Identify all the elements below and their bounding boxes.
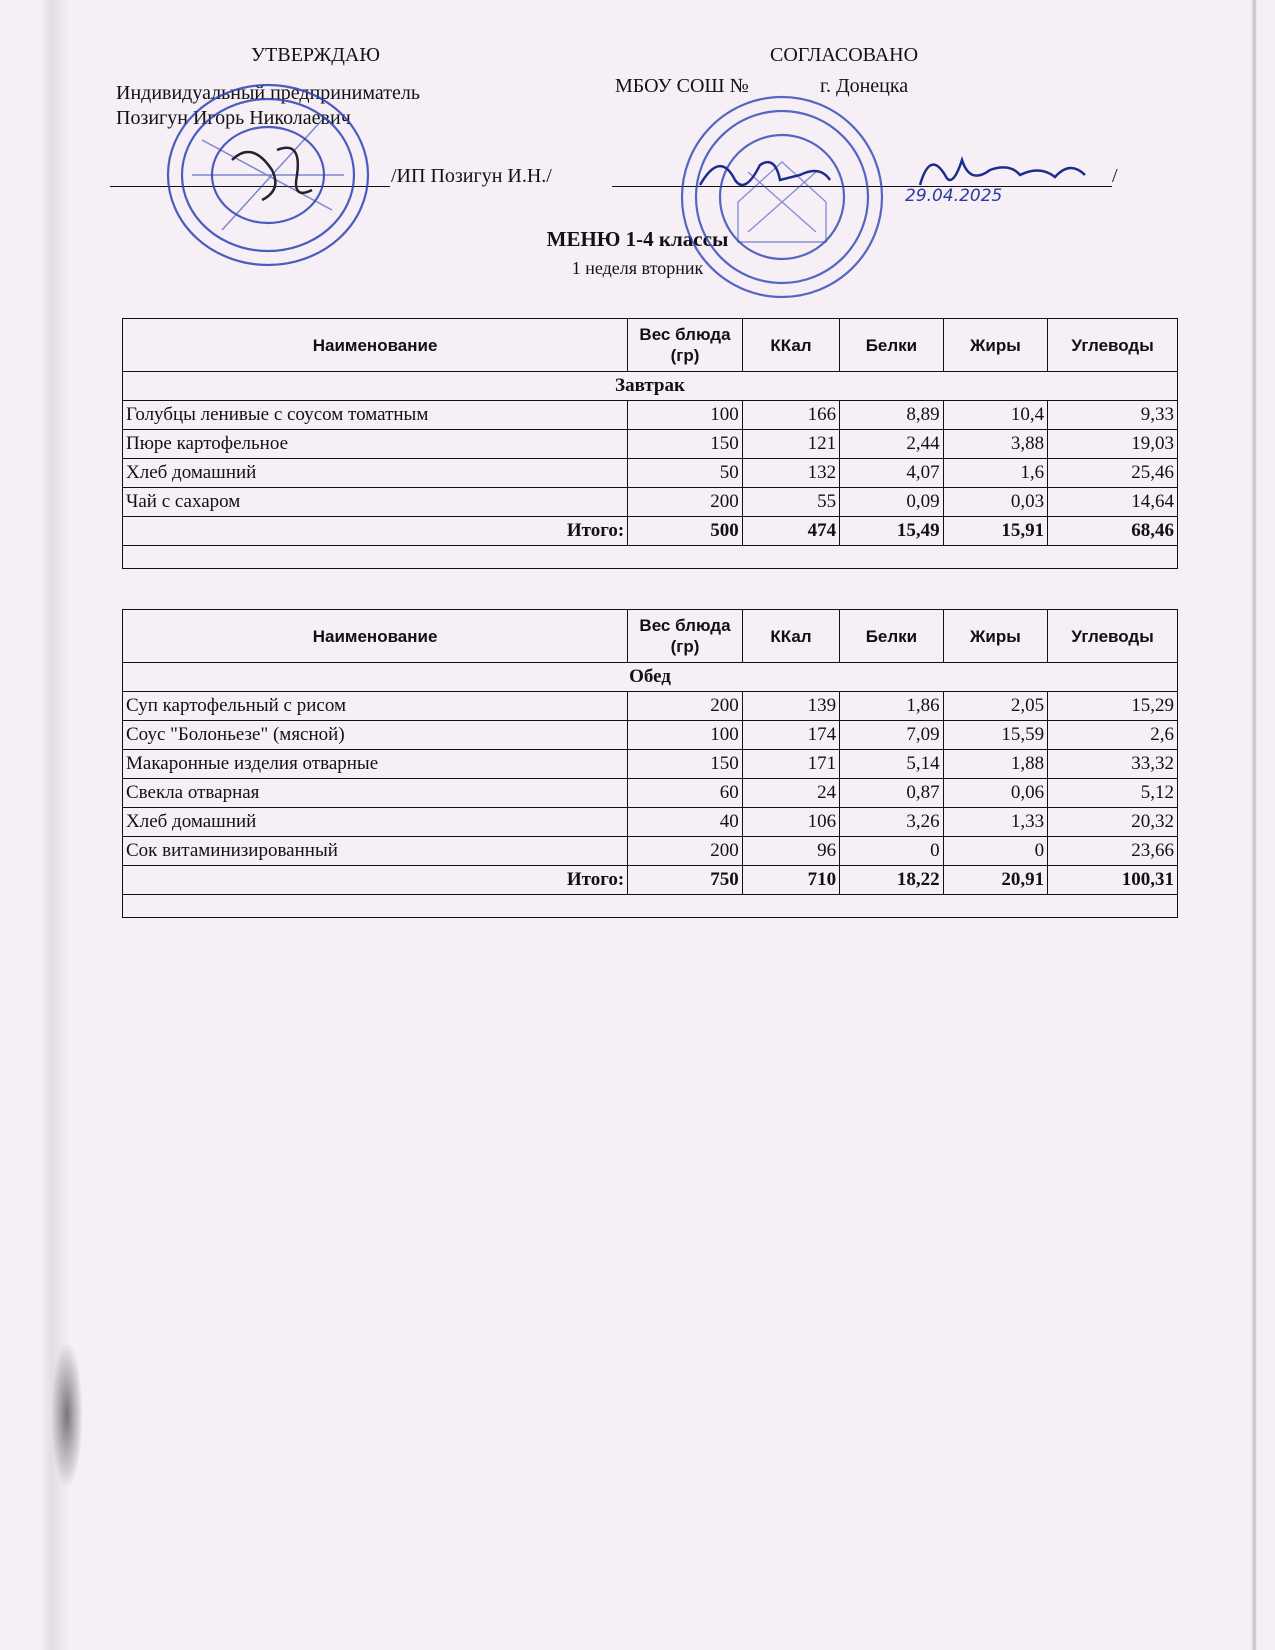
dish-weight: 150 [628,430,743,459]
dish-name: Чай с сахаром [123,488,628,517]
agreed-handwritten-signature [690,145,1110,205]
dish-fat: 0,06 [943,779,1047,808]
dish-weight: 200 [628,837,743,866]
menu-subtitle: 1 неделя вторник [571,258,704,278]
dish-kcal: 132 [742,459,839,488]
col-carbs-header: Углеводы [1048,610,1178,663]
dish-fat: 10,4 [943,401,1047,430]
entrepreneur-seal-stamp [162,80,374,270]
approver-sign-label: /ИП Позигун И.Н./ [391,165,552,187]
total-carbs: 100,31 [1048,866,1178,895]
dish-fat: 1,88 [943,750,1047,779]
col-protein-header: Белки [840,610,943,663]
table-row [123,808,1178,837]
total-row [123,517,1178,546]
dish-protein: 2,44 [840,430,943,459]
dish-kcal: 24 [742,779,839,808]
section-row [123,663,1178,692]
approver-name: Позигун Игорь Николаевич [116,107,351,129]
total-kcal: 710 [742,866,839,895]
dish-kcal: 171 [742,750,839,779]
dish-protein: 7,09 [840,721,943,750]
dish-carbs: 5,12 [1048,779,1178,808]
dish-carbs: 33,32 [1048,750,1178,779]
total-kcal: 474 [742,517,839,546]
dish-fat: 15,59 [943,721,1047,750]
col-kcal-header: ККал [742,319,839,372]
agreed-heading: СОГЛАСОВАНО [770,44,919,66]
section-row [123,372,1178,401]
dish-weight: 100 [628,721,743,750]
table-row [123,750,1178,779]
dish-protein: 5,14 [840,750,943,779]
dish-name: Свекла отварная [123,779,628,808]
table-row [123,459,1178,488]
dish-carbs: 15,29 [1048,692,1178,721]
section-lunch: Обед [123,663,1178,692]
dish-protein: 0 [840,837,943,866]
dish-protein: 3,26 [840,808,943,837]
table-row [123,837,1178,866]
dish-kcal: 174 [742,721,839,750]
agreed-handwritten-date: 29.04.2025 [905,186,1003,206]
dish-carbs: 25,46 [1048,459,1178,488]
dish-name: Сок витаминизированный [123,837,628,866]
dish-carbs: 14,64 [1048,488,1178,517]
empty-row [123,546,1178,569]
breakfast-table [122,318,1178,569]
table-row [123,692,1178,721]
col-protein-header: Белки [840,319,943,372]
agreed-org: МБОУ СОШ № [615,75,749,97]
dish-name: Голубцы ленивые с соусом томатным [123,401,628,430]
total-label: Итого: [123,866,628,895]
dish-weight: 60 [628,779,743,808]
dish-kcal: 55 [742,488,839,517]
dish-fat: 3,88 [943,430,1047,459]
dish-protein: 1,86 [840,692,943,721]
dish-protein: 0,09 [840,488,943,517]
col-fat-header: Жиры [943,610,1047,663]
total-fat: 15,91 [943,517,1047,546]
dish-weight: 50 [628,459,743,488]
table-row [123,430,1178,459]
lunch-table [122,609,1178,918]
col-carbs-header: Углеводы [1048,319,1178,372]
agreed-city: г. Донецка [820,75,909,97]
dish-name: Пюре картофельное [123,430,628,459]
dish-weight: 100 [628,401,743,430]
dish-carbs: 20,32 [1048,808,1178,837]
header-row [123,610,1178,663]
menu-title: МЕНЮ 1-4 классы [546,227,729,251]
scan-smudge [52,1345,82,1485]
dish-carbs: 23,66 [1048,837,1178,866]
total-weight: 750 [628,866,743,895]
dish-fat: 0 [943,837,1047,866]
table-row [123,401,1178,430]
dish-kcal: 121 [742,430,839,459]
dish-name: Хлеб домашний [123,459,628,488]
table-row [123,721,1178,750]
dish-kcal: 139 [742,692,839,721]
dish-name: Хлеб домашний [123,808,628,837]
dish-kcal: 96 [742,837,839,866]
agreed-sign-tail: / [1112,165,1118,187]
table-row [123,488,1178,517]
col-weight-header: Вес блюда (гр) [628,610,743,663]
dish-carbs: 19,03 [1048,430,1178,459]
col-name-header: Наименование [123,610,628,663]
total-fat: 20,91 [943,866,1047,895]
total-carbs: 68,46 [1048,517,1178,546]
empty-cell [123,895,1178,918]
dish-carbs: 9,33 [1048,401,1178,430]
dish-kcal: 166 [742,401,839,430]
approver-role: Индивидуальный предприниматель [116,82,420,104]
dish-weight: 40 [628,808,743,837]
dish-protein: 0,87 [840,779,943,808]
empty-cell [123,546,1178,569]
header-row [123,319,1178,372]
col-name-header: Наименование [123,319,628,372]
col-fat-header: Жиры [943,319,1047,372]
empty-row [123,895,1178,918]
dish-fat: 1,6 [943,459,1047,488]
total-weight: 500 [628,517,743,546]
dish-fat: 1,33 [943,808,1047,837]
dish-weight: 150 [628,750,743,779]
total-protein: 18,22 [840,866,943,895]
dish-name: Макаронные изделия отварные [123,750,628,779]
dish-protein: 4,07 [840,459,943,488]
dish-fat: 0,03 [943,488,1047,517]
total-protein: 15,49 [840,517,943,546]
dish-kcal: 106 [742,808,839,837]
dish-weight: 200 [628,692,743,721]
dish-fat: 2,05 [943,692,1047,721]
col-kcal-header: ККал [742,610,839,663]
dish-weight: 200 [628,488,743,517]
dish-carbs: 2,6 [1048,721,1178,750]
dish-protein: 8,89 [840,401,943,430]
approve-heading: УТВЕРЖДАЮ [251,44,380,66]
total-row [123,866,1178,895]
total-label: Итого: [123,517,628,546]
dish-name: Суп картофельный с рисом [123,692,628,721]
table-row [123,779,1178,808]
dish-name: Соус "Болоньезе" (мясной) [123,721,628,750]
col-weight-header: Вес блюда (гр) [628,319,743,372]
section-breakfast: Завтрак [123,372,1178,401]
